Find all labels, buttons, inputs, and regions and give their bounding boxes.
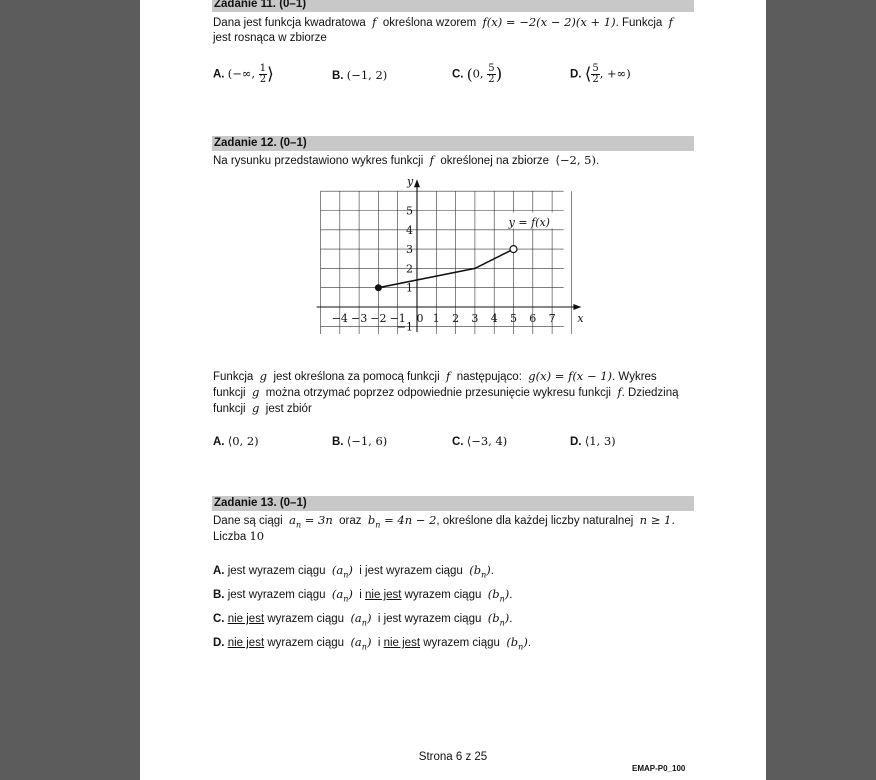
task-11-answer-a[interactable]: A. (−∞, $\frac{1}{2}$ ⟩ [213, 63, 274, 85]
y-tick-label: 4 [406, 223, 413, 237]
x-tick-label: 5 [510, 312, 517, 325]
task-12-para-line1: Funkcja g jest określona za pomocą funkcji f następująco: g(x) = f(x − 1). Wykres [213, 369, 657, 383]
task-13-line1: Dane są ciągi $a_n = 3n$ oraz $b_n = 4n - 2$, określone dla każdej liczby naturalnej n ≥ 1. [213, 513, 675, 530]
x-tick-label: 3 [471, 312, 479, 325]
x-tick-label: 6 [529, 312, 537, 325]
x-tick-label: −3 [350, 312, 368, 325]
task-13-answer-b[interactable]: B. jest wyrazem ciągu $(a_n)$ i nie jest wyrazem ciągu $(b_n)$. [213, 587, 513, 604]
task-13-line2: Liczba 10 [213, 529, 265, 543]
task-12-answer-b[interactable]: B. ⟨−1, 6) [332, 434, 388, 448]
x-tick-label: −2 [370, 312, 387, 325]
filled-start-point [375, 284, 382, 291]
x-tick-label: −4 [331, 312, 348, 325]
task-12-header: Zadanie 12. (0–1) [212, 136, 694, 151]
y-axis-arrow [414, 179, 420, 187]
page-number: Strona 6 z 25 [418, 751, 488, 763]
x-tick-label: −1 [389, 312, 406, 325]
task-12-para-line2: funkcji g można otrzymać poprzez odpowiednie przesunięcie wykresu funkcji f. Dziedziną [213, 385, 679, 399]
task-12-line1: Na rysunku przedstawiono wykres funkcji f określonej na zbiorze ⟨−2, 5). [213, 153, 600, 167]
task-13-header: Zadanie 13. (0–1) [212, 496, 694, 511]
task-13-answer-c[interactable]: C. nie jest wyrazem ciągu $(a_n)$ i jest wyrazem ciągu $(b_n)$. [213, 611, 513, 628]
task-11-line1: Dana jest funkcja kwadratowa f określona wzorem f(x) = −2(x − 2)(x + 1). Funkcja f [213, 15, 673, 29]
x-axis-label: x [577, 312, 584, 325]
x-tick-label: 4 [490, 312, 498, 325]
open-end-point [510, 246, 517, 253]
y-tick-label: 5 [406, 204, 413, 218]
function-graph [316, 175, 584, 338]
x-tick-label: 7 [548, 312, 556, 325]
x-tick-label: 0 [416, 312, 424, 325]
task-12-para-line3: funkcji g jest zbiór [213, 401, 312, 415]
function-label: y = f(x) [508, 215, 550, 229]
task-11-answer-b[interactable]: B. (−1, 2) [332, 68, 388, 82]
x-tick-label: 1 [432, 312, 440, 325]
y-tick-label: 3 [406, 243, 413, 257]
task-12-answer-c[interactable]: C. ⟨−3, 4) [452, 434, 508, 448]
task-12-answer-a[interactable]: A. ⟨0, 2) [213, 434, 259, 448]
y-tick-label: 2 [406, 262, 413, 276]
task-11-answer-d[interactable]: D. ⟨ $\frac{5}{2}$ , +∞) [570, 63, 631, 85]
task-13-answer-a[interactable]: A. jest wyrazem ciągu $(a_n)$ i jest wyrazem ciągu $(b_n)$. [213, 563, 494, 580]
exam-page [140, 0, 766, 780]
task-13-answer-d[interactable]: D. nie jest wyrazem ciągu $(a_n)$ i nie jest wyrazem ciągu $(b_n)$. [213, 635, 532, 652]
document-code: EMAP-P0_100 [632, 764, 686, 773]
y-axis-label: y [407, 175, 414, 189]
y-tick-label: 1 [406, 281, 413, 295]
x-tick-label: 2 [452, 312, 460, 325]
x-axis-arrow [573, 304, 581, 310]
task-12-answer-d[interactable]: D. ⟨1, 3) [570, 434, 616, 448]
task-11-answer-c[interactable]: C. (0, $\frac{5}{2}$ ) [452, 63, 503, 85]
y-tick-label: −1 [396, 320, 413, 334]
task-11-line2: jest rosnąca w zbiorze [213, 32, 327, 44]
task-11-header: Zadanie 11. (0–1) [212, 0, 694, 12]
